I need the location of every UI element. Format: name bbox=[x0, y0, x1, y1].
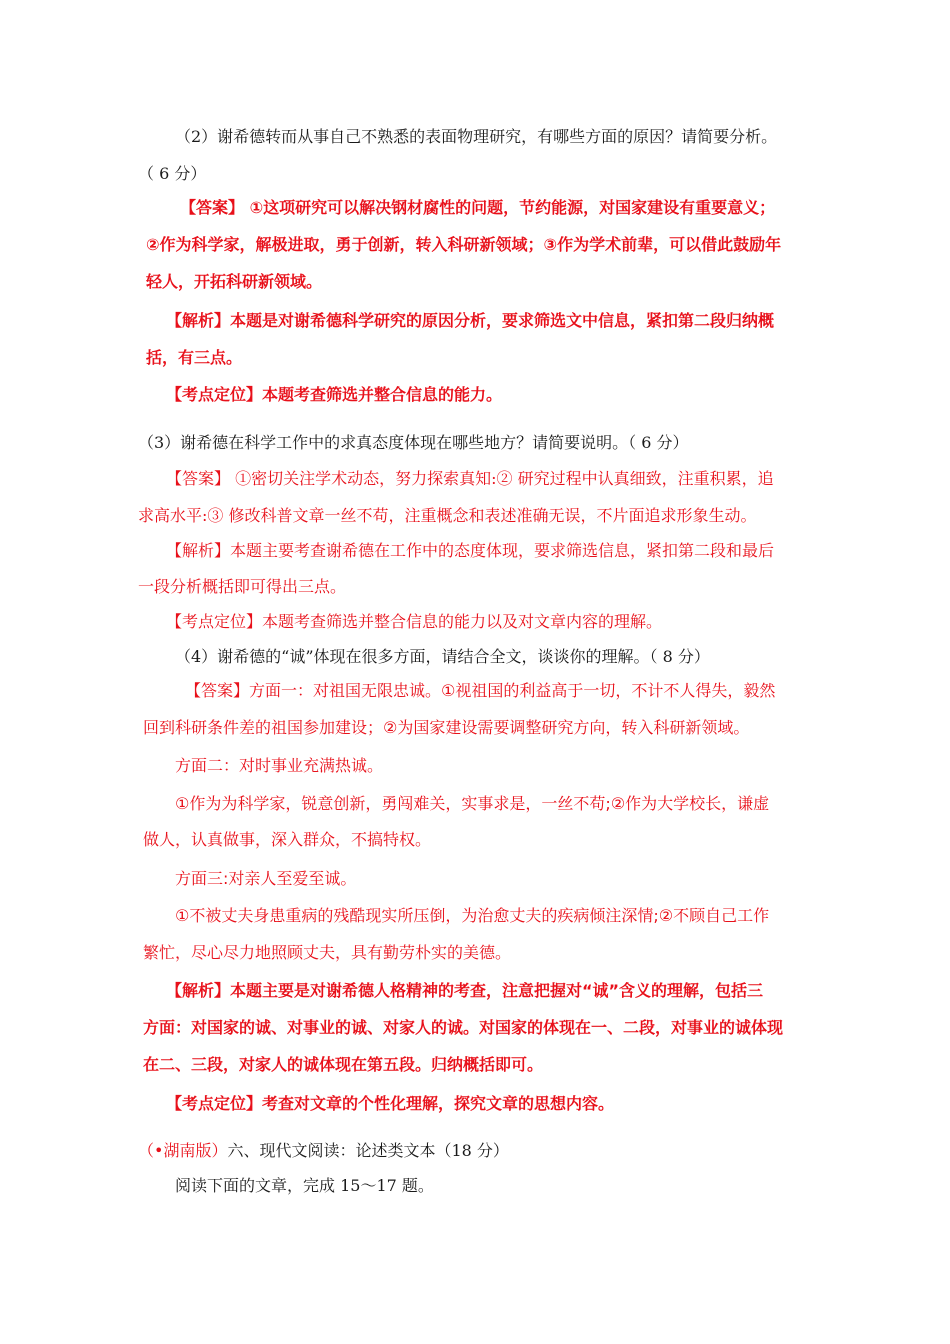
q4-analysis-line1: 【解析】本题主要是对谢希德人格精神的考查，注意把握对“诚”含义的理解，包括三 bbox=[166, 981, 764, 1000]
q4-question: （4）谢希德的“诚”体现在很多方面，请结合全文，谈谈你的理解。（ 8 分） bbox=[175, 647, 710, 666]
q4-aspect3-line1: ①不被丈夫身患重病的残酷现实所压倒，为治愈丈夫的疾病倾注深情;②不顾自己工作 bbox=[175, 906, 770, 925]
q4-aspect2-title: 方面二：对时事业充满热诚。 bbox=[175, 756, 384, 775]
q3-analysis-line2: 一段分析概括即可得出三点。 bbox=[138, 577, 347, 596]
q3-answer-line2: 求高水平:③ 修改科普文章一丝不苟，注重概念和表述准确无误，不片面追求形象生动。 bbox=[138, 506, 757, 525]
q4-aspect3-line2: 繁忙，尽心尽力地照顾丈夫，具有勤劳朴实的美德。 bbox=[143, 943, 512, 962]
q2-analysis-line1: 【解析】本题是对谢希德科学研究的原因分析，要求筛选文中信息，紧扣第二段归纳概 bbox=[166, 311, 775, 330]
q4-aspect2-line2: 做人，认真做事，深入群众，不搞特权。 bbox=[143, 830, 432, 849]
q3-analysis-line1: 【解析】本题主要考查谢希德在工作中的态度体现，要求筛选信息，紧扣第二段和最后 bbox=[166, 541, 775, 560]
q4-analysis-line2: 方面：对国家的诚、对事业的诚、对家人的诚。对国家的体现在一、二段，对事业的诚体现 bbox=[143, 1018, 784, 1037]
section6-heading: 六、现代文阅读：论述类文本（18 分） bbox=[227, 1141, 509, 1160]
section6-source: （•湖南版） bbox=[138, 1141, 228, 1160]
section6-header bbox=[138, 1141, 509, 1162]
section6-instruction: 阅读下面的文章，完成 15～17 题。 bbox=[175, 1176, 434, 1195]
q4-aspect3-title: 方面三:对亲人至爱至诚。 bbox=[175, 869, 357, 888]
q4-point: 【考点定位】考查对文章的个性化理解，探究文章的思想内容。 bbox=[166, 1094, 615, 1113]
q2-point: 【考点定位】本题考查筛选并整合信息的能力。 bbox=[166, 385, 503, 404]
q2-question-line1: （2）谢希德转而从事自己不熟悉的表面物理研究，有哪些方面的原因？请简要分析。 bbox=[175, 127, 778, 146]
q4-aspect2-line1: ①作为为科学家，锐意创新，勇闯难关，实事求是，一丝不苟;②作为大学校长，谦虚 bbox=[175, 794, 770, 813]
q2-answer-line2: ②作为科学家，解极进取，勇于创新，转入科研新领域；③作为学术前辈，可以借此鼓励年 bbox=[146, 235, 782, 254]
q3-answer-line1: 【答案】 ①密切关注学术动态，努力探索真知:② 研究过程中认真细致，注重积累，追 bbox=[166, 469, 774, 488]
q4-analysis-line3: 在二、三段，对家人的诚体现在第五段。归纳概括即可。 bbox=[143, 1055, 544, 1074]
q2-analysis-line2: 括，有三点。 bbox=[146, 348, 243, 367]
q2-answer-line1: 【答案】 ①这项研究可以解决钢材腐性的问题，节约能源，对国家建设有重要意义； bbox=[180, 198, 776, 217]
q3-question: （3）谢希德在科学工作中的求真态度体现在哪些地方？请简要说明。（ 6 分） bbox=[138, 433, 689, 452]
q4-answer-line1: 【答案】方面一：对祖国无限忠诚。①视祖国的利益高于一切，不计不人得失，毅然 bbox=[185, 681, 776, 700]
q3-point: 【考点定位】本题考查筛选并整合信息的能力以及对文章内容的理解。 bbox=[166, 612, 663, 631]
q4-answer-line2: 回到科研条件差的祖国参加建设；②为国家建设需要调整研究方向，转入科研新领域。 bbox=[143, 718, 750, 737]
q2-question-line2: （ 6 分） bbox=[138, 164, 207, 183]
q2-answer-line3: 轻人，开拓科研新领域。 bbox=[146, 272, 323, 291]
